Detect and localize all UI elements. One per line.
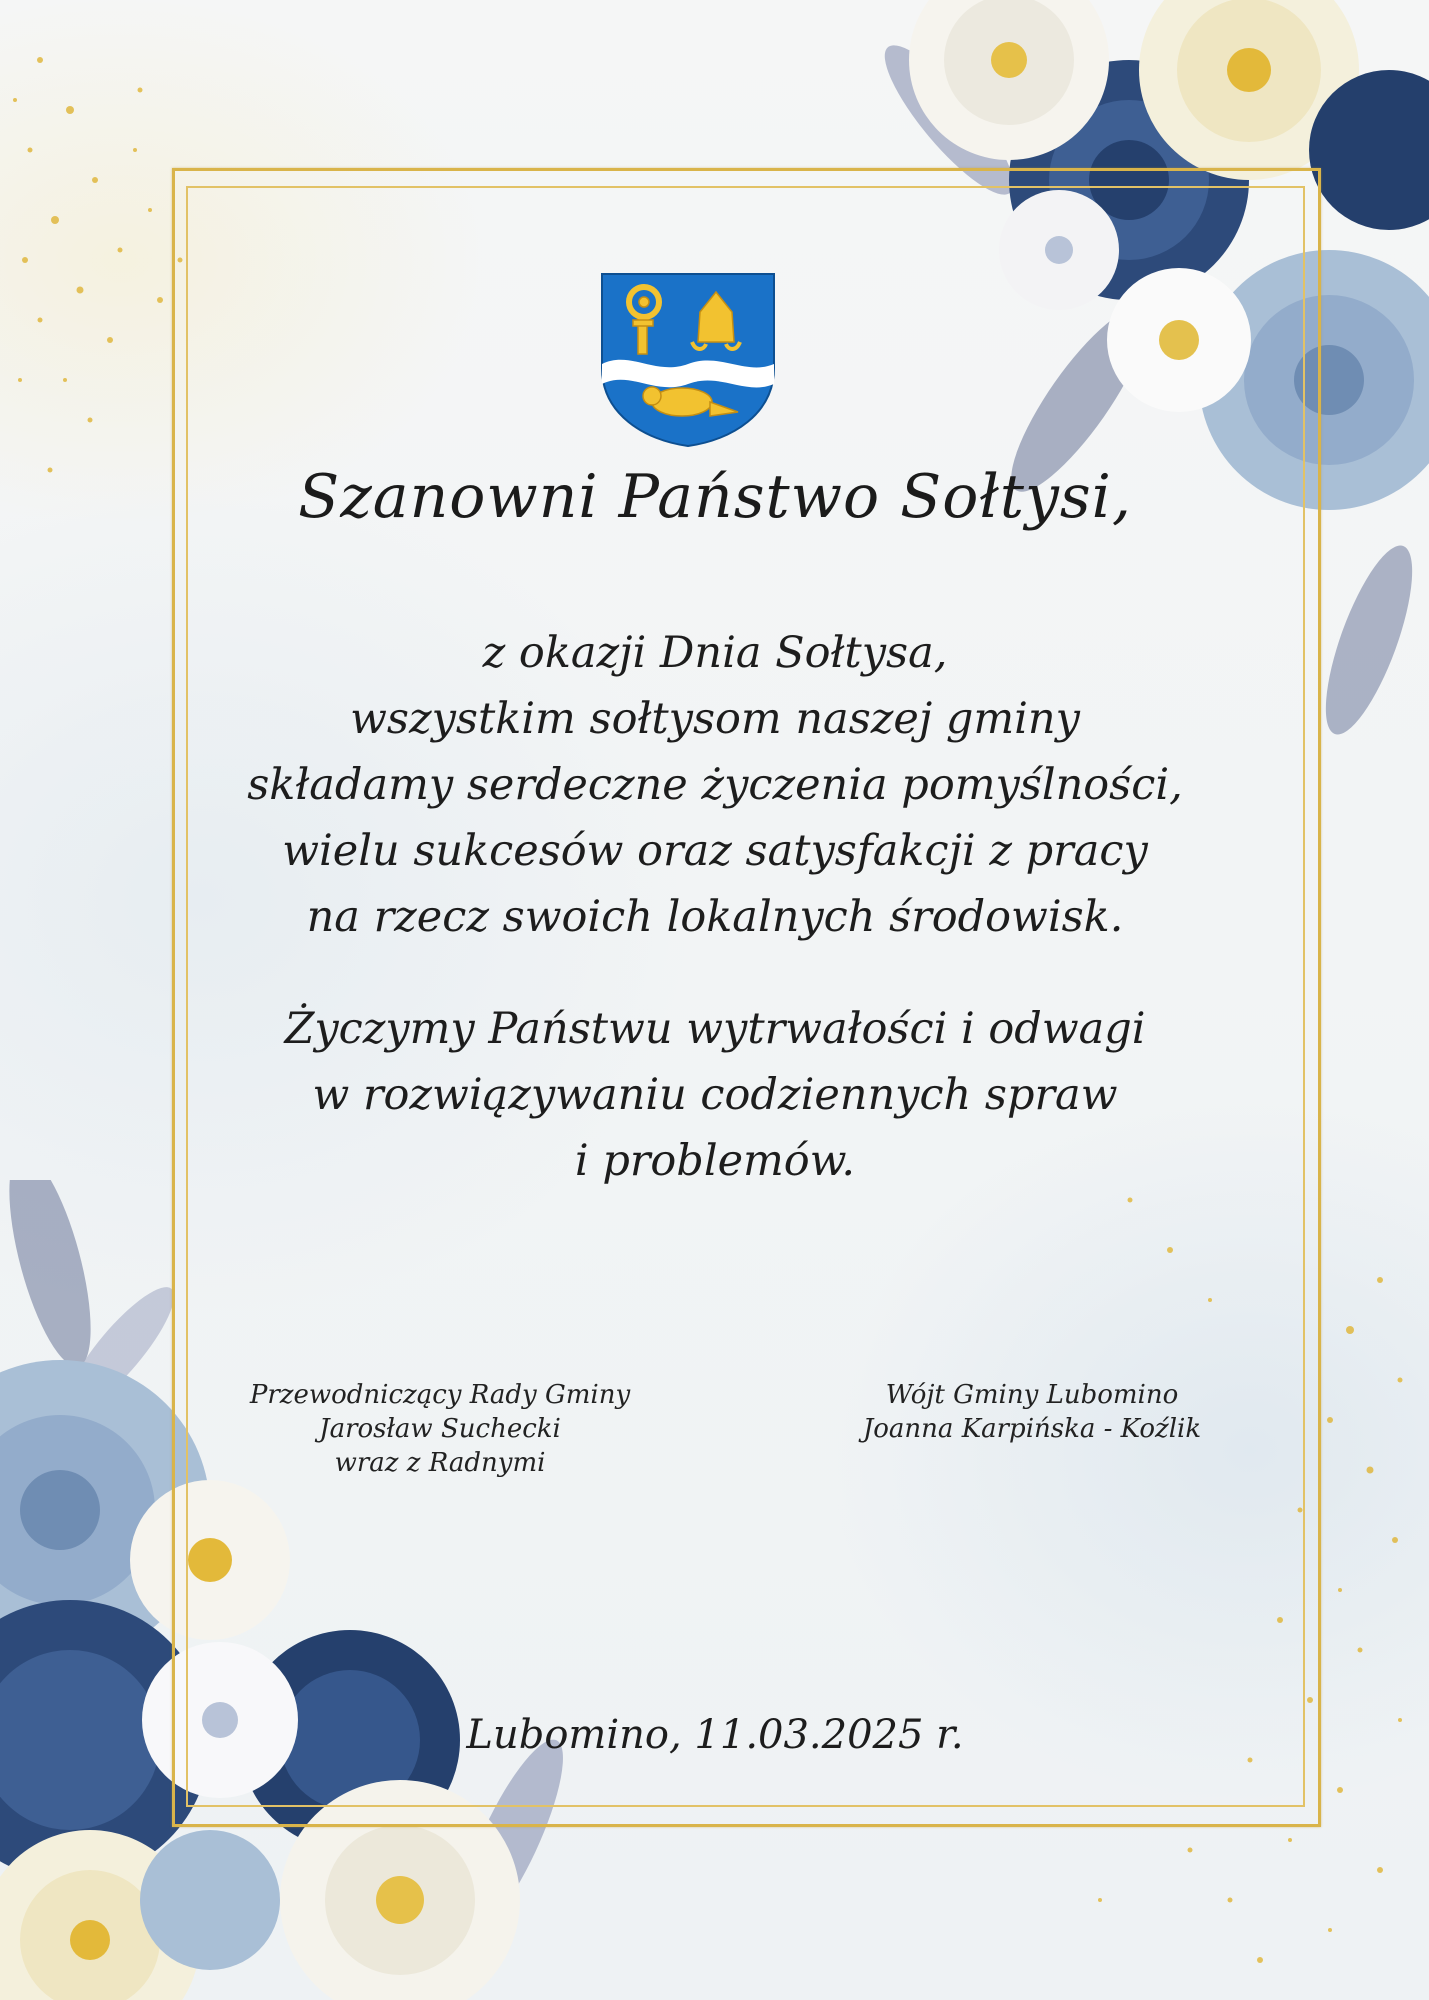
- place-and-date: Lubomino, 11.03.2025 r.: [466, 1712, 964, 1758]
- paragraph-2-line: Życzymy Państwu wytrwałości i odwagi: [284, 1004, 1146, 1054]
- signature-line: wraz z Radnymi: [334, 1448, 546, 1478]
- paragraph-1-line: składamy serdeczne życzenia pomyślności,: [247, 760, 1183, 810]
- paragraph-1-line: wszystkim sołtysom naszej gminy: [350, 694, 1080, 744]
- paragraph-1-line: z okazji Dnia Sołtysa,: [482, 628, 948, 678]
- paragraph-2-line: w rozwiązywaniu codziennych spraw: [312, 1070, 1118, 1120]
- signature-line: Jarosław Suchecki: [319, 1414, 561, 1444]
- greeting-title: Szanowni Państwo Sołtysi,: [298, 462, 1132, 532]
- signature-line: Wójt Gminy Lubomino: [885, 1380, 1179, 1410]
- greeting-paragraph-1: [180, 620, 1250, 950]
- signature-mayor: [782, 1378, 1282, 1446]
- signature-line: Przewodniczący Rady Gminy: [249, 1380, 631, 1410]
- paragraph-2-line: i problemów.: [574, 1136, 856, 1186]
- paragraph-1-line: na rzecz swoich lokalnych środowisk.: [306, 892, 1124, 942]
- signature-line: Joanna Karpińska - Koźlik: [862, 1414, 1202, 1444]
- coat-of-arms-emblem: [600, 272, 776, 448]
- signature-council-chairman: [190, 1378, 690, 1480]
- paragraph-1-line: wielu sukcesów oraz satysfakcji z pracy: [282, 826, 1148, 876]
- greeting-paragraph-2: [180, 996, 1250, 1194]
